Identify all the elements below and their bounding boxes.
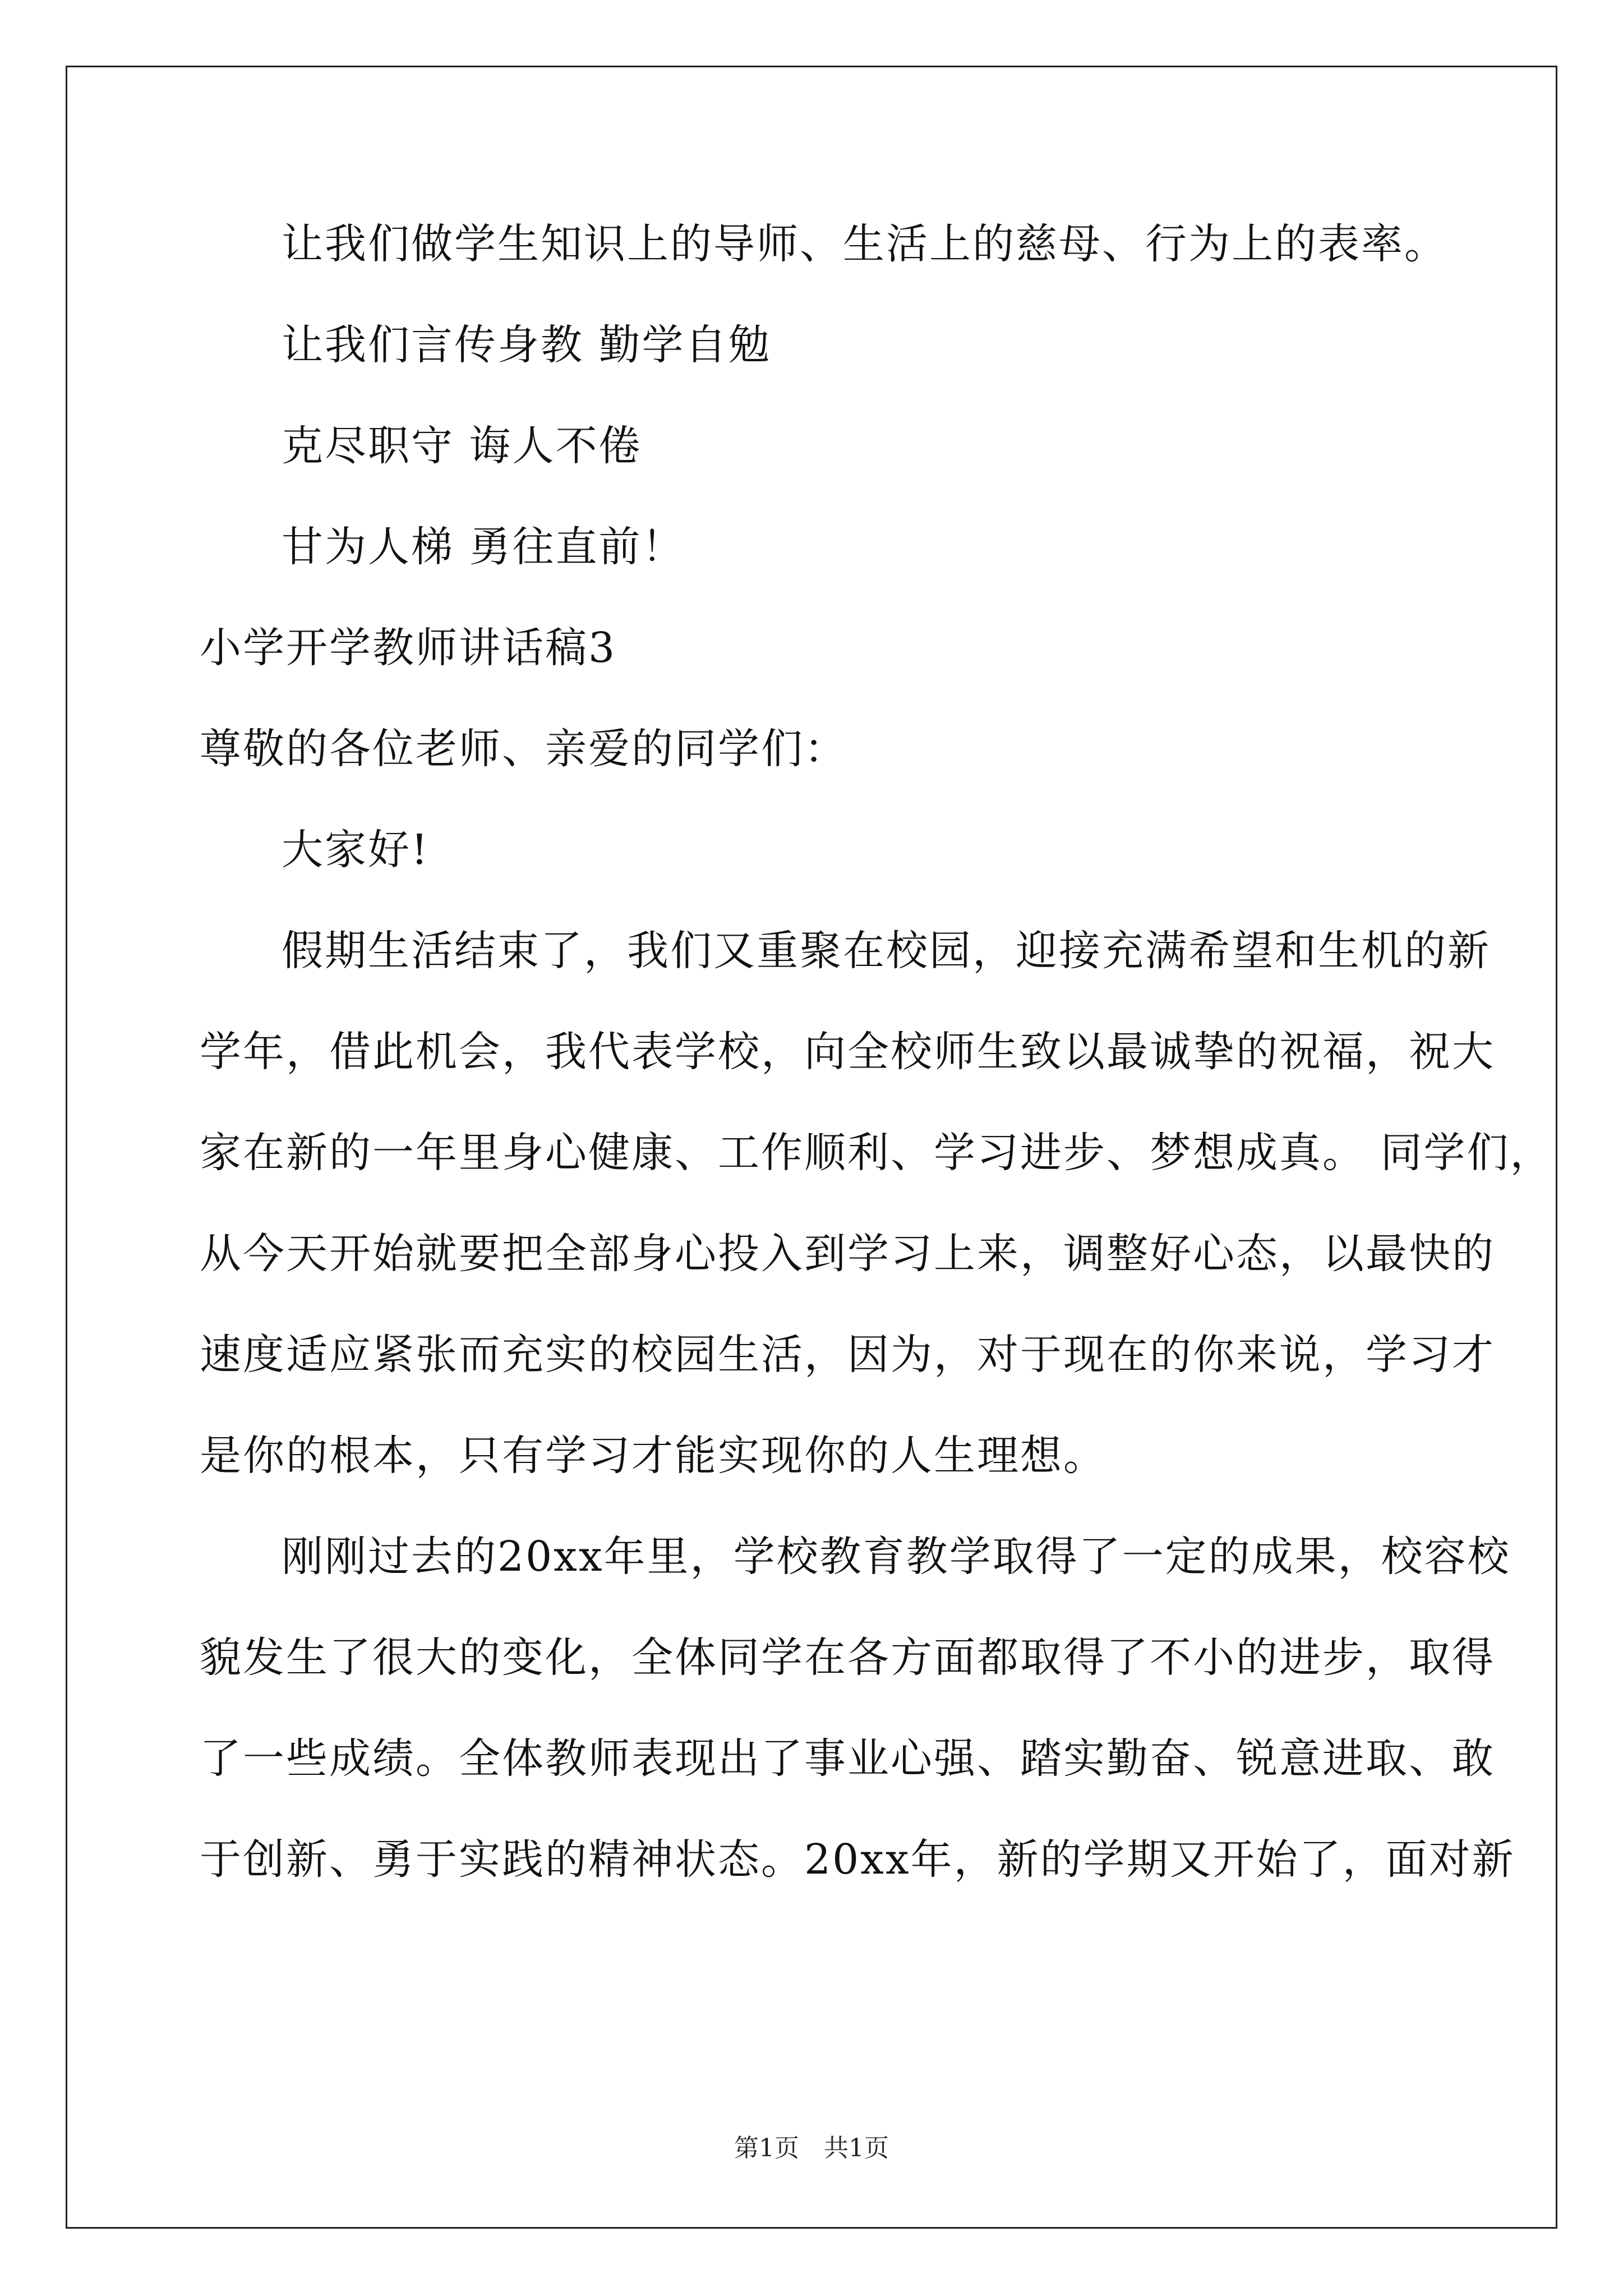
- greeting: 大家好!: [282, 826, 430, 874]
- paragraph-line: 是你的根本，只有学习才能实现你的人生理想。: [200, 1432, 1106, 1480]
- paragraph-line: 家在新的一年里身心健康、工作顺利、学习进步、梦想成真。 同学们，: [200, 1129, 1553, 1177]
- paragraph-line: 学年，借此机会，我代表学校，向全校师生致以最诚挚的祝福，祝大: [200, 1028, 1495, 1076]
- paragraph-line: 速度适应紧张而充实的校园生活，因为，对于现在的你来说，学习才: [200, 1331, 1495, 1379]
- paragraph-line: 克尽职守 诲人不倦: [282, 422, 642, 470]
- paragraph-line: 假期生活结束了，我们又重聚在校园，迎接充满希望和生机的新: [282, 927, 1491, 975]
- paragraph-line: 刚刚过去的20xx年里，学校教育教学取得了一定的成果，校容校: [282, 1533, 1511, 1581]
- paragraph-line: 让我们言传身教 勤学自勉: [282, 321, 772, 369]
- salutation: 尊敬的各位老师、亲爱的同学们：: [200, 725, 847, 773]
- paragraph-line: 让我们做学生知识上的导师、生活上的慈母、行为上的表率。: [282, 220, 1447, 268]
- paragraph-line: 从今天开始就要把全部身心投入到学习上来，调整好心态，以最快的: [200, 1230, 1495, 1278]
- paragraph-line: 了一些成绩。全体教师表现出了事业心强、踏实勤奋、锐意进取、敢: [200, 1734, 1495, 1783]
- section-title: 小学开学教师讲话稿3: [200, 624, 617, 672]
- paragraph-line: 于创新、勇于实践的精神状态。20xx年，新的学期又开始了，面对新: [200, 1835, 1515, 1884]
- paragraph-line: 貌发生了很大的变化，全体同学在各方面都取得了不小的进步，取得: [200, 1634, 1495, 1682]
- page-footer: 第1页 共1页: [734, 2134, 889, 2162]
- paragraph-line: 甘为人梯 勇往直前！: [282, 523, 685, 571]
